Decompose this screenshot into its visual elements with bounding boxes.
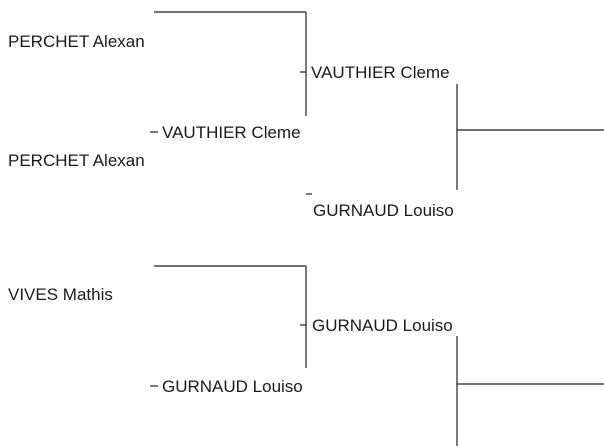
lower-entrant-bottom-winner: GURNAUD Louiso bbox=[162, 377, 303, 396]
upper-entrant-bottom: PERCHET Alexan bbox=[8, 151, 145, 170]
upper-winner-bottom: GURNAUD Louiso bbox=[313, 201, 454, 220]
lower-winner-top: GURNAUD Louiso bbox=[312, 316, 453, 335]
upper-bracket bbox=[8, 12, 604, 220]
upper-entrant-top: PERCHET Alexan bbox=[8, 32, 145, 51]
upper-entrant-bottom-winner: VAUTHIER Cleme bbox=[162, 123, 301, 142]
upper-winner-top: VAUTHIER Cleme bbox=[311, 63, 450, 82]
lower-bracket bbox=[8, 266, 604, 446]
lower-entrant-top: VIVES Mathis bbox=[8, 285, 113, 304]
